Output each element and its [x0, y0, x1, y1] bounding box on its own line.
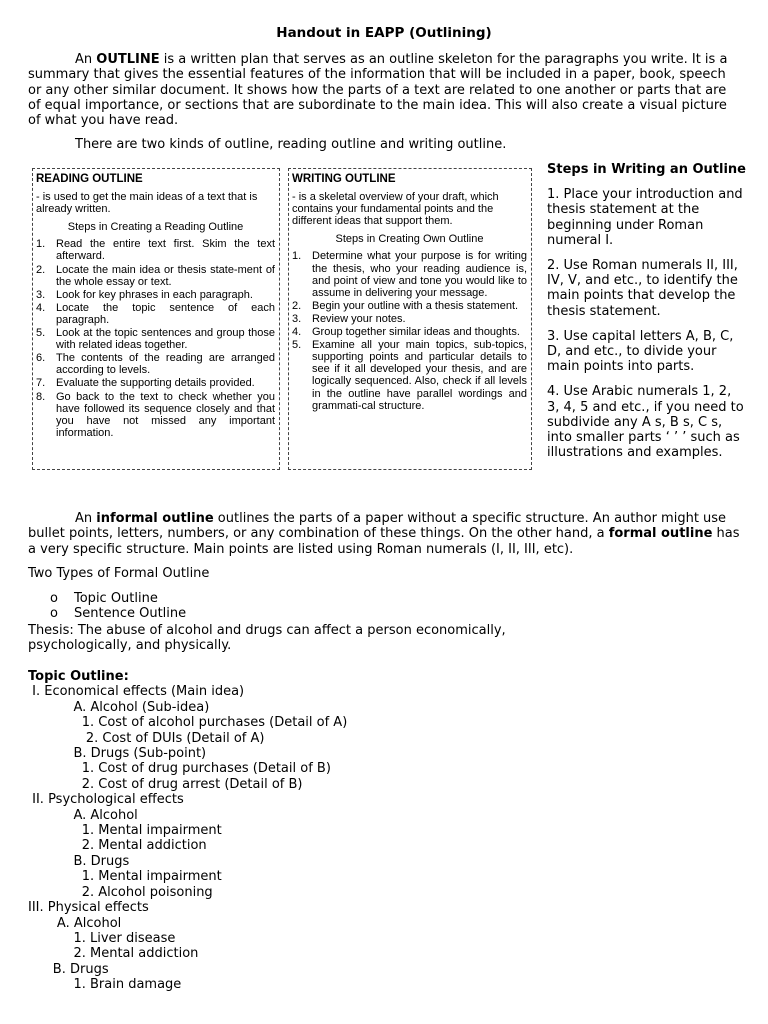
step-text: Look for key phrases in each paragraph. — [56, 288, 253, 301]
steps-in-writing-title: Steps in Writing an Outline — [547, 162, 746, 177]
step-number: 4. — [292, 326, 302, 339]
step-text: Locate the main idea or thesis state-ment of the whole essay or text. — [56, 263, 275, 288]
page-title: Handout in EAPP (Outlining) — [276, 25, 492, 41]
outline-line: 1. Brain damage — [28, 977, 182, 993]
steps-in-writing — [547, 162, 747, 470]
intro-paragraph — [28, 52, 740, 128]
list-item — [50, 606, 186, 621]
reading-outline-description: - is used to get the main ideas of a text that is already written. — [36, 191, 258, 216]
step-number: 1. — [36, 238, 46, 251]
reading-outline-heading: READING OUTLINE — [36, 173, 143, 185]
informal-text: outlines the parts of a paper without a specific structure. An author might use bullet points, letters, numbers, or any combination of these things. On the other hand, a — [28, 511, 727, 542]
step-text: Examine all your main topics, sub-topics, supporting points and particular details to see if it all developed your thesis, and are logically sequenced. Also, check if all levels in the outline have parallel wordings and grammati-cal structure. — [312, 339, 527, 412]
step-number: 5. — [292, 339, 302, 352]
writing_outline-step — [292, 250, 527, 298]
outline-line: 1. Liver disease — [28, 930, 176, 946]
informal-paragraph — [28, 511, 740, 557]
step-number: 2. — [36, 263, 46, 276]
reading_outline-step — [36, 352, 275, 376]
formal-outline-term: formal outline — [608, 526, 713, 542]
writing-step: 3. Use capital letters A, B, C, D, and etc., to divide your main points into parts. — [547, 328, 734, 375]
reading_outline-step — [36, 302, 275, 326]
outline-line: II. Psychological effects — [28, 792, 184, 808]
step-text: Look at the topic sentences and group those with related ideas together. — [56, 327, 275, 352]
writing_outline-step — [292, 313, 527, 325]
intro-lead: An — [75, 52, 97, 67]
outline-line: A. Alcohol — [28, 915, 122, 931]
outline-line: 2. Mental addiction — [28, 838, 207, 854]
reading-outline-box — [32, 168, 280, 470]
list-item-label: Topic Outline — [74, 591, 158, 606]
writing_outline-step — [292, 326, 527, 338]
reading-outline-steps — [36, 238, 275, 439]
list-item — [50, 591, 186, 606]
step-text: Determine what your purpose is for writing the thesis, who your reading audience is, and point of view and tone you would like to assume in delivering your message. — [312, 250, 527, 299]
step-number: 4. — [36, 301, 46, 314]
step-number: 8. — [36, 390, 46, 403]
two-types-heading: Two Types of Formal Outline — [28, 566, 210, 581]
two-types-list — [50, 591, 186, 622]
outline-line: 2. Alcohol poisoning — [28, 884, 213, 900]
writing-step: 4. Use Arabic numerals 1, 2, 3, 4, 5 and etc., if you need to subdivide any A s, B s, C s, into smaller parts ‘ ’ ’ such as illustrations and examples. — [547, 384, 744, 461]
outline-line: 1. Mental impairment — [28, 869, 222, 885]
step-number: 7. — [36, 377, 46, 390]
outline-line: 2. Mental addiction — [28, 946, 199, 962]
reading_outline-step — [36, 391, 275, 439]
intro-text: is a written plan that serves as an outline skeleton for the paragraphs you write. It is a summary that gives the essential features of the information that will be included in a paper, book, speech or any other similar document. It shows how the parts of a text are related to one another or parts that are of equal importance, or sections that are subordinate to the main idea. This will also create a visual picture of what you have read. — [28, 52, 728, 129]
outline-line: 1. Cost of alcohol purchases (Detail of A) — [28, 715, 348, 731]
step-number: 2. — [292, 299, 302, 312]
bullet-marker: o — [50, 606, 58, 622]
outline-line: 2. Cost of DUIs (Detail of A) — [28, 730, 265, 746]
topic-outline-title: Topic Outline: — [28, 669, 129, 684]
writing-step: 1. Place your introduction and thesis statement at the beginning under Roman numeral I. — [547, 187, 743, 248]
step-number: 1. — [292, 250, 302, 263]
formal-text: has a very specific structure. Main points are listed using Roman numerals (I, II, III, etc). — [28, 526, 740, 557]
outline-line: 1. Mental impairment — [28, 823, 222, 839]
writing-step: 2. Use Roman numerals II, III, IV, V, and etc., to identify the main points that develop the thesis statement. — [547, 258, 738, 319]
step-number: 5. — [36, 327, 46, 340]
step-number: 3. — [292, 312, 302, 325]
outline-line: 2. Cost of drug arrest (Detail of B) — [28, 776, 303, 792]
writing-outline-heading: WRITING OUTLINE — [292, 173, 396, 185]
writing-outline-subheading: Steps in Creating Own Outline — [335, 233, 484, 246]
outline-line: B. Drugs (Sub-point) — [28, 746, 207, 762]
outline-line: A. Alcohol (Sub-idea) — [28, 699, 210, 715]
reading_outline-step — [36, 327, 275, 351]
outline-line: A. Alcohol — [28, 807, 138, 823]
step-text: Group together similar ideas and thoughts. — [312, 326, 520, 339]
outline-line: 1. Cost of drug purchases (Detail of B) — [28, 761, 331, 777]
writing-outline-box — [288, 168, 532, 470]
outline-line: I. Economical effects (Main idea) — [28, 684, 245, 700]
topic-outline — [28, 669, 347, 993]
step-text: The contents of the reading are arranged according to levels. — [56, 352, 275, 377]
reading_outline-step — [36, 289, 275, 301]
reading_outline-step — [36, 264, 275, 288]
writing-outline-description: - is a skeletal overview of your draft, which contains your fundamental points and the different ideas that support them. — [292, 191, 499, 228]
kinds-sentence: There are two kinds of outline, reading outline and writing outline. — [75, 137, 507, 152]
step-text: Review your notes. — [312, 312, 406, 325]
step-number: 6. — [36, 352, 46, 365]
informal-outline-term: informal outline — [96, 511, 214, 526]
outline-line: B. Drugs — [28, 853, 130, 869]
reading-outline-subheading: Steps in Creating a Reading Outline — [67, 221, 244, 234]
step-text: Evaluate the supporting details provided. — [56, 377, 255, 390]
thesis-statement: Thesis: The abuse of alcohol and drugs can affect a person economically, psychologically, and physically. — [28, 623, 506, 654]
outline-term: OUTLINE — [96, 52, 160, 67]
bullet-marker: o — [50, 591, 58, 606]
informal-lead: An — [75, 511, 97, 526]
list-item-label: Sentence Outline — [74, 606, 187, 622]
writing_outline-step — [292, 339, 527, 412]
outline-line: III. Physical effects — [28, 900, 149, 916]
step-number: 3. — [36, 288, 46, 301]
reading_outline-step — [36, 238, 275, 262]
writing-outline-steps — [292, 250, 527, 411]
step-text: Begin your outline with a thesis statement. — [312, 299, 519, 312]
writing_outline-step — [292, 300, 527, 312]
outline-line: B. Drugs — [28, 961, 109, 977]
step-text: Read the entire text first. Skim the text afterward. — [56, 238, 275, 263]
reading_outline-step — [36, 377, 275, 389]
step-text: Locate the topic sentence of each paragraph. — [56, 301, 275, 326]
step-text: Go back to the text to check whether you have followed its sequence closely and that you have not missed any important information. — [56, 390, 275, 439]
